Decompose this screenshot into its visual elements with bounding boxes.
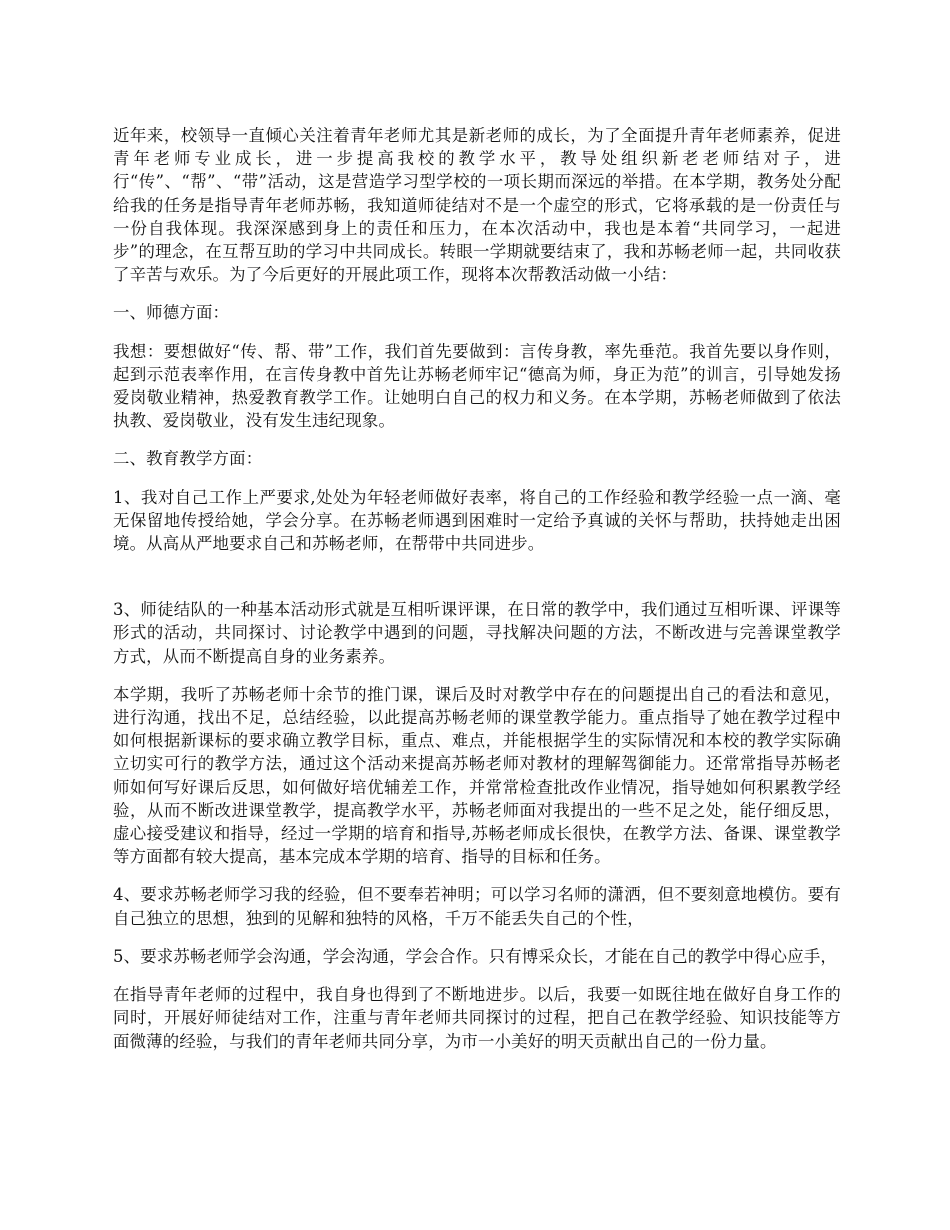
section-heading-ethics: 一、师德方面： [113,303,230,323]
teaching-item-1: 1、我对自己工作上严要求,处处为年轻老师做好表率，将自己的工作经验和教学经验一点一滴、毫无保留地传授给她，学会分享。在苏畅老师遇到困难时一定给予真诚的关怀与帮助，扶持她走出困境。从高从严地要求自己和苏畅老师，在帮带中共同进步。 [113,487,841,554]
teaching-item-3: 3、师徒结队的一种基本活动形式就是互相听课评课，在日常的教学中，我们通过互相听课、评课等形式的活动，共同探讨、讨论教学中遇到的问题，寻找解决问题的方法，不断改进与完善课堂教学方式，从而不断提高自身的业务素养。 [113,600,841,666]
teaching-item-5: 5、要求苏畅老师学会沟通，学会沟通，学会合作。只有博采众长，才能在自己的教学中得心应手， [113,946,838,966]
intro-paragraph: 近年来，校领导一直倾心关注着青年老师尤其是新老师的成长，为了全面提升青年老师素养，促进青年老师专业成长，进一步提高我校的教学水平，教导处组织新老老师结对子，进行“传”、“帮”、“带”活动，这是营造学习型学校的一项长期而深远的举措。在本学期，教务处分配给我的任务是指导青年老师苏畅，我知道师徒结对不是一个虚空的形式，它将承载的是一份责任与一份自我体现。我深深感到身上的责任和压力，在本次活动中，我也是本着“共同学习，一起进步”的理念，在互帮互助的学习中共同成长。转眼一学期就要结束了，我和苏畅老师一起，共同收获了辛苦与欢乐。为了今后更好的开展此项工作，现将本次帮教活动做一小结： [113,126,841,285]
lesson-observation-paragraph: 本学期，我听了苏畅老师十余节的推门课，课后及时对教学中存在的问题提出自己的看法和意见，进行沟通，找出不足，总结经验，以此提高苏畅老师的课堂教学能力。重点指导了她在教学过程中如何根据新课标的要求确立教学目标，重点、难点，并能根据学生的实际情况和本校的教学实际确立切实可行的教学方法，通过这个活动来提高苏畅老师对教材的理解驾御能力。还常常指导苏畅老师如何写好课后反思，如何做好培优辅差工作，并常常检查批改作业情况，指导她如何积累教学经验，从而不断改进课堂教学，提高教学水平，苏畅老师面对我提出的一些不足之处，能仔细反思，虚心接受建议和指导，经过一学期的培育和指导,苏畅老师成长很快，在教学方法、备课、课堂教学等方面都有较大提高，基本完成本学期的培育、指导的目标和任务。 [113,684,841,867]
closing-paragraph: 在指导青年老师的过程中，我自身也得到了不断地进步。以后，我要一如既往地在做好自身工作的同时，开展好师徒结对工作，注重与青年老师共同探讨的过程，把自己在教学经验、知识技能等方面微薄的经验，与我们的青年老师共同分享，为市一小美好的明天贡献出自己的一份力量。 [113,985,841,1051]
spacer [113,570,841,598]
teaching-item-4: 4、要求苏畅老师学习我的经验，但不要奉若神明；可以学习名师的潇洒，但不要刻意地模仿。要有自己独立的思想，独到的见解和独特的风格，千万不能丢失自己的个性， [113,885,841,928]
ethics-paragraph: 我想：要想做好“传、帮、带”工作，我们首先要做到：言传身教，率先垂范。我首先要以身作则，起到示范表率作用，在言传身教中首先让苏畅老师牢记“德高为师，身正为范”的训言，引导她发扬爱岗敬业精神，热爱教育教学工作。让她明白自己的权力和义务。在本学期，苏畅老师做到了依法执教、爱岗敬业，没有发生违纪现象。 [113,341,841,431]
document-body [113,124,841,1068]
section-heading-teaching: 二、教育教学方面： [113,449,263,469]
